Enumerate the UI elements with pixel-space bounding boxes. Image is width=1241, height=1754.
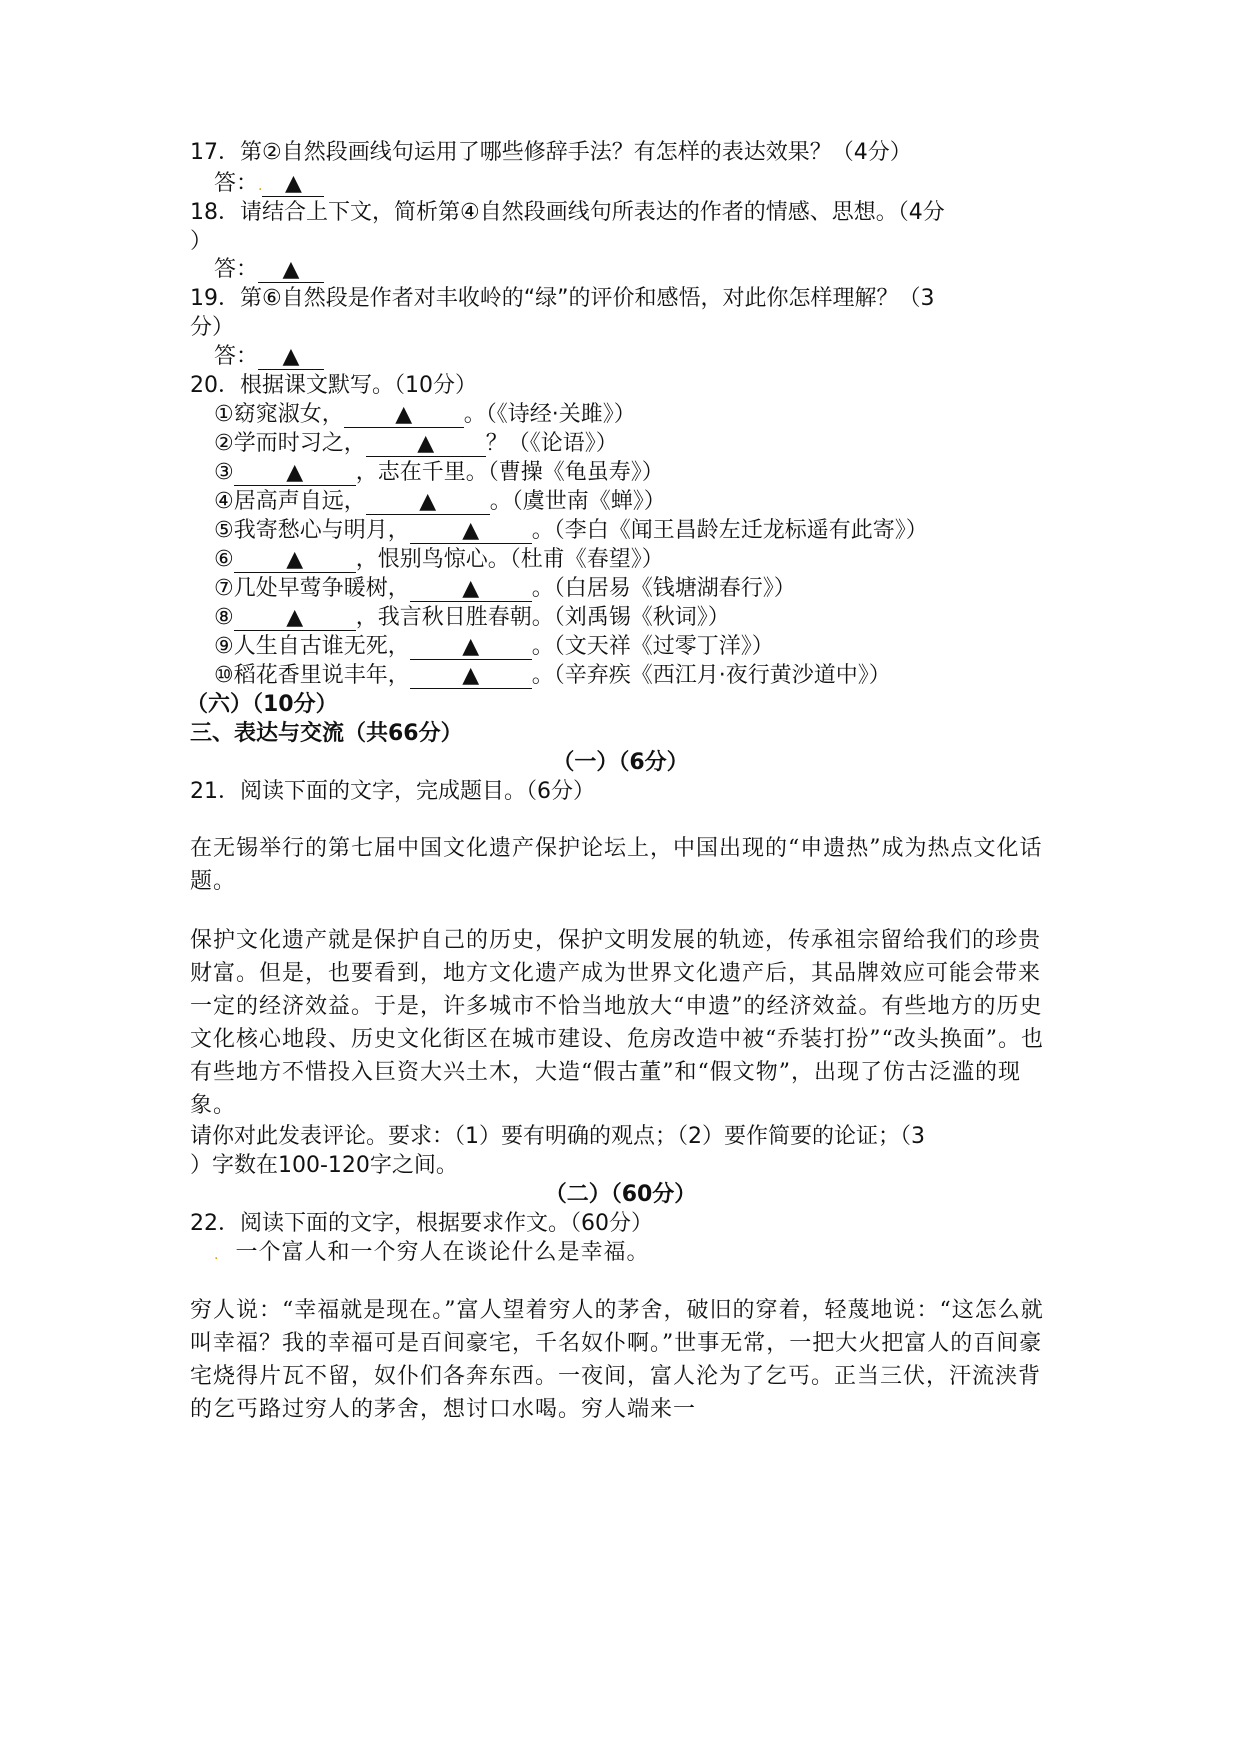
item-suffix: ，我言秋日胜春朝。（刘禹锡《秋词》） <box>355 605 730 630</box>
item-suffix: ，志在千里。（曹操《龟虽寿》） <box>355 460 664 485</box>
answer-label: 答： <box>214 171 259 196</box>
q22-paragraph-1 <box>214 1236 1074 1272</box>
item-suffix: 。（白居易《钱塘湖春行》） <box>531 576 796 601</box>
q18-answer <box>214 254 324 286</box>
answer-blank[interactable] <box>258 254 324 283</box>
triangle-icon: ▲ <box>462 518 480 543</box>
recite-item <box>214 573 796 605</box>
recite-item <box>214 660 891 692</box>
q21-paragraph-1: 在无锡举行的第七届中国文化遗产保护论坛上，中国出现的“申遗热”成为热点文化话题。 <box>190 836 1043 894</box>
item-prefix: ③ <box>214 460 234 485</box>
item-suffix: 。（文天祥《过零丁洋》） <box>531 634 774 659</box>
item-suffix: ，恨别鸟惊心。（杜甫《春望》） <box>355 547 664 572</box>
item-prefix: ⑦几处早莺争暖树， <box>214 576 410 601</box>
item-suffix: ？（《论语》） <box>485 431 618 456</box>
q21-requirement-line1: 请你对此发表评论。要求：（1）要有明确的观点；（2）要作简要的论证；（3 <box>190 1124 925 1149</box>
triangle-icon: ▲ <box>282 257 300 282</box>
q21-requirement-line2: ）字数在100-120字之间。 <box>190 1153 458 1178</box>
recite-blank[interactable] <box>366 428 486 457</box>
recite-blank[interactable] <box>410 660 532 689</box>
recite-item <box>214 486 666 518</box>
triangle-icon: ▲ <box>286 460 304 485</box>
answer-label: 答： <box>214 257 259 282</box>
q19-answer <box>214 341 324 373</box>
recite-blank[interactable] <box>344 399 464 428</box>
recite-item <box>214 428 618 460</box>
q19-text-line2: 分） <box>190 315 235 340</box>
recite-blank[interactable] <box>410 631 532 660</box>
item-suffix: 。（辛弃疾《西江月·夜行黄沙道中》） <box>531 663 891 688</box>
q20-title: 20．根据课文默写。（10分） <box>190 373 477 398</box>
triangle-icon: ▲ <box>285 171 302 196</box>
q17-text: 17．第②自然段画线句运用了哪些修辞手法？有怎样的表达效果？（4分） <box>190 140 912 165</box>
triangle-icon: ▲ <box>462 634 480 659</box>
q19-text-line1: 19．第⑥自然段是作者对丰收岭的“绿”的评价和感悟，对此你怎样理解？（3 <box>190 286 935 311</box>
answer-label: 答： <box>214 344 259 369</box>
item-prefix: ①窈窕淑女， <box>214 402 344 427</box>
q22-title: 22．阅读下面的文字，根据要求作文。（60分） <box>190 1211 653 1236</box>
item-prefix: ⑧ <box>214 605 234 630</box>
q22-paragraph-1-text: 一个富人和一个穷人在谈论什么是幸福。 <box>235 1240 650 1265</box>
q22-paragraph-2: 穷人说：“幸福就是现在。”富人望着穷人的茅舍，破旧的穿着，轻蔑地说：“这怎么就叫幸福？我的幸福可是百间豪宅，千名奴仆啊。”世事无常，一把大火把富人的百间豪宅烧得片瓦不留，奴仆们各奔东西。一夜间，富人沦为了乞丐。正当三伏，汗流浃背的乞丐路过穷人的茅舍，想讨口水喝。穷人端来一 <box>190 1298 1044 1422</box>
recite-blank[interactable] <box>366 486 490 515</box>
recite-blank[interactable] <box>234 457 356 486</box>
triangle-icon: ▲ <box>286 605 304 630</box>
triangle-icon: ▲ <box>417 431 435 456</box>
item-prefix: ⑨人生自古谁无死， <box>214 634 410 659</box>
triangle-icon: ▲ <box>419 489 437 514</box>
recite-item <box>214 399 636 431</box>
triangle-icon: ▲ <box>282 344 300 369</box>
part-three-heading: 三、表达与交流（共66分） <box>190 721 463 746</box>
q18-text-line1: 18．请结合上下文，简析第④自然段画线句所表达的作者的情感、思想。（4分 <box>190 200 945 225</box>
item-suffix: 。（《诗经·关雎》） <box>463 402 636 427</box>
recite-item <box>214 631 774 663</box>
triangle-icon: ▲ <box>286 547 304 572</box>
item-prefix: ⑩稻花香里说丰年， <box>214 663 410 688</box>
q18-text-line2: ） <box>190 229 213 254</box>
answer-blank[interactable] <box>262 168 324 197</box>
item-prefix: ⑤我寄愁心与明月， <box>214 518 410 543</box>
recite-blank[interactable] <box>410 515 532 544</box>
mark-dot: . <box>214 1247 220 1263</box>
item-prefix: ⑥ <box>214 547 234 572</box>
triangle-icon: ▲ <box>395 402 413 427</box>
mark-dot: . <box>258 178 263 194</box>
item-suffix: 。（虞世南《蝉》） <box>489 489 666 514</box>
subsection-one-heading: （一）（6分） <box>552 750 689 775</box>
recite-item <box>214 544 664 576</box>
q21-paragraph-2: 保护文化遗产就是保护自己的历史，保护文明发展的轨迹，传承祖宗留给我们的珍贵财富。但是，也要看到，地方文化遗产成为世界文化遗产后，其品牌效应可能会带来一定的经济效益。于是，许多城市不恰当地放大“申遗”的经济效益。有些地方的历史文化核心地段、历史文化街区在城市建设、危房改造中被“乔装打扮”“改头换面”。也有些地方不惜投入巨资大兴土木，大造“假古董”和“假文物”，出现了仿古泛滥的现象。 <box>190 928 1044 1118</box>
subsection-two-heading: （二）（60分） <box>544 1182 697 1207</box>
recite-blank[interactable] <box>234 544 356 573</box>
triangle-icon: ▲ <box>462 663 480 688</box>
answer-blank[interactable] <box>258 341 324 370</box>
q21-title: 21．阅读下面的文字，完成题目。（6分） <box>190 779 595 804</box>
item-prefix: ④居高声自远， <box>214 489 366 514</box>
recite-item <box>214 515 928 547</box>
triangle-icon: ▲ <box>462 576 480 601</box>
item-suffix: 。（李白《闻王昌龄左迁龙标遥有此寄》） <box>531 518 928 543</box>
recite-blank[interactable] <box>234 602 356 631</box>
section-six-heading: （六）（10分） <box>186 692 338 717</box>
item-prefix: ②学而时习之， <box>214 431 366 456</box>
recite-item <box>214 457 664 489</box>
recite-item <box>214 602 730 634</box>
recite-blank[interactable] <box>410 573 532 602</box>
